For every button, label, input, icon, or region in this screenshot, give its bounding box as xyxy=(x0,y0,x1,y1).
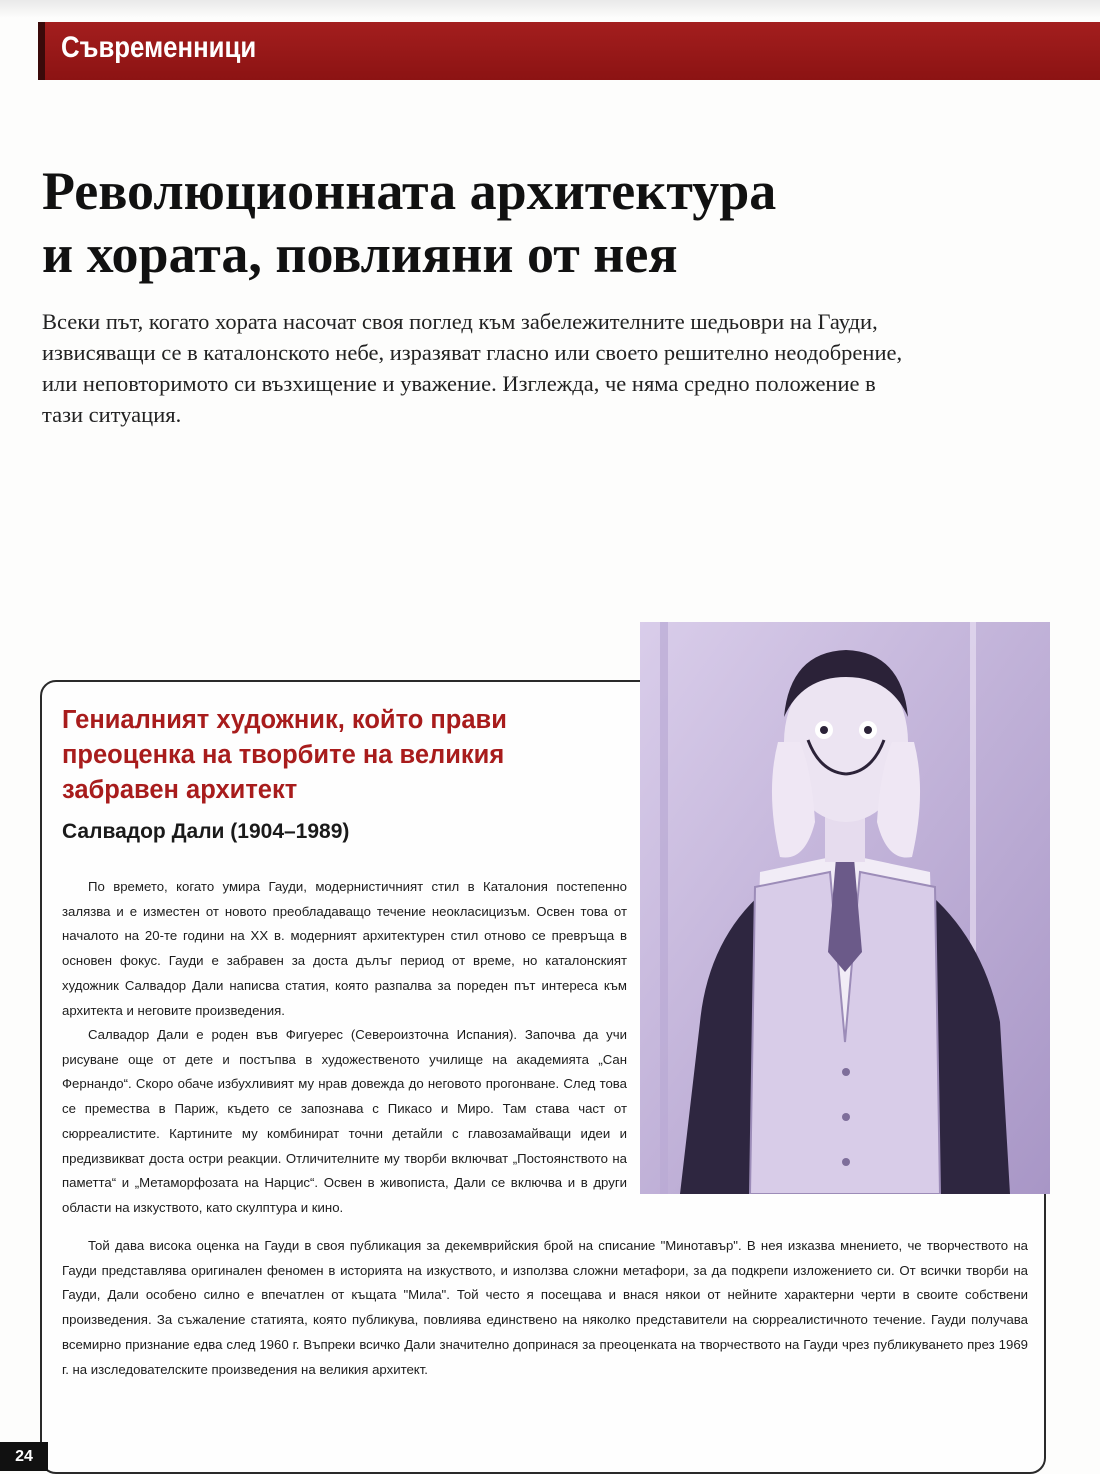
paragraph-text: По времето, когато умира Гауди, модернистичният стил в Каталония постепенно залязва и е изместен от новото преобладаващо течение неокласицизъм. Освен това от началото на 20-те години на XX в. модерният архитектурен стил отново се превръща в основен фокус. Гауди е забравен за доста дълъг период от време, но каталонският художник Салвадор Дали написва статия, която разпалва за пореден път интереса към архитекта и неговите произведения. xyxy=(62,879,627,1018)
lead-paragraph xyxy=(42,306,1042,430)
portrait-photo xyxy=(640,622,1050,1194)
lead-line: извисяващи се в каталонското небе, изразяват гласно или своето решително неодобрение, xyxy=(42,340,903,365)
page-number: 24 xyxy=(0,1442,48,1471)
page-title-line: Революционната архитектура xyxy=(42,161,777,221)
article-paragraph xyxy=(62,875,627,1023)
article-paragraph xyxy=(62,1234,1028,1382)
subhead-line: Гениалният художник, който прави xyxy=(62,706,507,734)
subhead-line: забравен архитект xyxy=(62,776,298,804)
article-paragraph xyxy=(62,1023,627,1221)
subhead-line: преоценка на творбите на великия xyxy=(62,741,505,769)
paragraph-text: Той дава висока оценка на Гауди в своя публикация за декемврийския брой на списание "Минотавър". В нея изказва мнението, че творчеството на Гауди представлява оригинален феномен в историята на изкуството, и използва сложни метафори, за да подкрепи изложението си. От всички творби на Гауди, Дали особено силно е впечатлен от къщата "Мила". Той често я посещава и внася някои от нейните характерни черти в своите собствени произведения. За съжаление статията, която публикува, повлиява единствено на няколко представители на сюрреалистичното течение. Гауди получава всемирно признание едва след 1960 г. Въпреки всичко Дали значително допринася за преоценката на творчеството на Гауди чрез публикуването през 1969 г. на изследователските произведения на великия архитект. xyxy=(62,1238,1028,1377)
person-name: Салвадор Дали (1904–1989) xyxy=(62,820,350,843)
article-subhead xyxy=(62,703,632,808)
paragraph-text: Салвадор Дали е роден във Фигуерес (Североизточна Испания). Започва да учи рисуване още от дете и постъпва в художественото училище на академията „Сан Фернандо“. Скоро обаче избухливият му нрав довежда до неговото прогонване. След това се премества в Париж, където се запознава с Пикасо и Миро. Там става част от сюрреалистите. Картините му комбинират точни детайли с главозамайващи идеи и предизвикват доста остри реакции. Отличителните му творби включват „Постоянството на паметта“ и „Метаморфозата на Нарцис“. Освен в живописта, Дали се включва и в други области на изкуството, като скулптура и кино. xyxy=(62,1027,627,1215)
lead-line: тази ситуация. xyxy=(42,402,182,427)
section-label: Съвременници xyxy=(61,31,257,64)
page-title-line: и хората, повлияни от нея xyxy=(42,224,678,284)
page-title xyxy=(42,160,1042,286)
page-top-edge xyxy=(0,0,1100,18)
section-header-bar xyxy=(38,22,1100,80)
lead-line: Всеки път, когато хората насочат своя поглед към забележителните шедьоври на Гауди, xyxy=(42,309,878,334)
portrait-photo-icon xyxy=(640,622,1050,1194)
lead-line: или неповторимото си възхищение и уважение. Изглежда, че няма средно положение в xyxy=(42,371,876,396)
